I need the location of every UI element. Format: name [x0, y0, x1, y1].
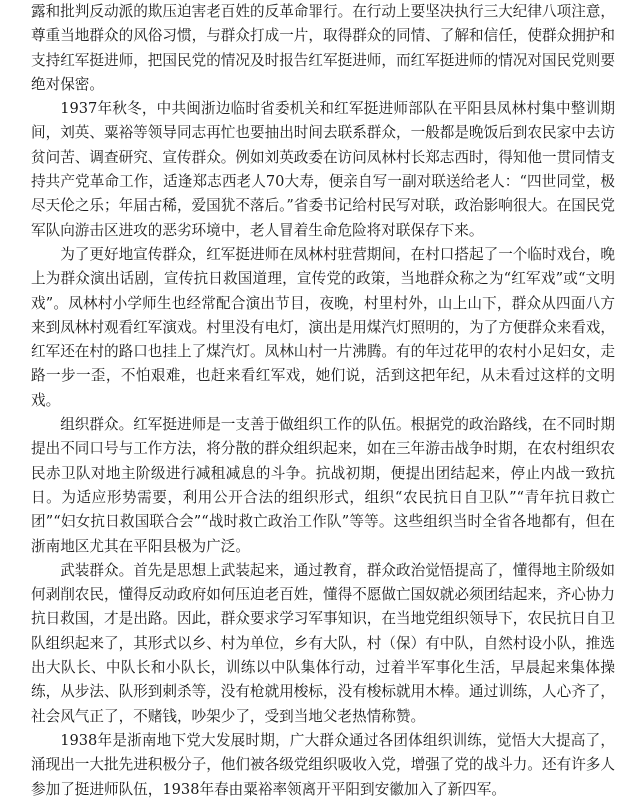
- paragraph-1: 露和批判反动派的欺压迫害老百姓的反革命罪行。在行动上要坚决执行三大纪律八项注意，尊重当地群众的风俗习惯，与群众打成一片，取得群众的同情、了解和信任，使群众拥护和支持红军挺进师，把国民党的情况及时报告红军挺进师，而红军挺进师的情况对国民党则要绝对保密。: [31, 3, 615, 93]
- paragraph-4: 组织群众。红军挺进师是一支善于做组织工作的队伍。根据党的政治路线，在不同时期提出不同口号与工作方法，将分散的群众组织起来，如在三年游击战争时期，在农村组织农民赤卫队对地主阶级进行减租减息的斗争。抗战初期，便提出团结起来，停止内战一致抗日。为适应形势需要，利用公开合法的组织形式，组织“农民抗日自卫队”“青年抗日救亡团”“妇女抗日救国联合会”“战时救亡政治工作队”等等。这些组织当时全省各地都有，但在浙南地区尤其在平阳县极为广泛。: [31, 416, 615, 555]
- paragraph-6: 1938年是浙南地下党大发展时期，广大群众通过各团体组织训练，觉悟大大提高了，涌现出一大批先进积极分子，他们被各级党组织吸收入党，增强了党的战斗力。还有许多人参加了挺进师队伍，1938年春由粟裕率领离开平阳到安徽加入了新四军。: [31, 731, 615, 798]
- paragraph-3: 为了更好地宣传群众，红军挺进师在凤林村驻营期间，在村口搭起了一个临时戏台，晚上为群众演出话剧，宣传抗日救国道理，宣传党的政策，当地群众称之为“红军戏”或“文明戏”。凤林村小学师生也经常配合演出节目，夜晚，村里村外，山上山下，群众从四面八方来到凤林村观看红军演戏。村里没有电灯，演出是用煤汽灯照明的，为了方便群众来看戏，红军还在村的路口也挂上了煤汽灯。凤林山村一片沸腾。有的年过花甲的农村小足妇女，走路一步一歪，不怕艰难，也赶来看红军戏，她们说，活到这把年纪，从未看过这样的文明戏。: [31, 245, 615, 409]
- paragraph-2: 1937年秋冬，中共闽浙边临时省委机关和红军挺进师部队在平阳县凤林村集中整训期间，刘英、粟裕等领导同志再忙也要抽出时间去联系群众，一般都是晚饭后到农民家中去访贫问苦、调查研究、宣传群众。例如刘英政委在访问凤林村长郑志西时，得知他一贯同情支持共产党革命工作，适逢郑志西老人70大寿，便亲自写一副对联送给老人：“四世同堂，极尽天伦之乐；年届古稀，爱国犹不落后。”省委书记给村民写对联，政治影响很大。在国民党军队向游击区进攻的恶劣环境中，老人冒着生命危险将对联保存下来。: [31, 100, 615, 239]
- paragraph-5: 武装群众。首先是思想上武装起来，通过教育，群众政治觉悟提高了，懂得地主阶级如何剥削农民，懂得反动政府如何压迫老百姓，懂得不愿做亡国奴就必须团结起来，齐心协力抗日救国，才是出路。因此，群众要求学习军事知识，在当地党组织领导下，农民抗日自卫队组织起来了，其形式以乡、村为单位，乡有大队，村（保）有中队，自然村设小队，推选出大队长、中队长和小队长，训练以中队集体行动，过着半军事化生活，早晨起来集体操练，从步法、队形到刺杀等，没有枪就用梭标，没有梭标就用木棒。通过训练，人心齐了，社会风气正了，不赌钱，吵架少了，受到当地父老热情称赞。: [31, 561, 615, 725]
